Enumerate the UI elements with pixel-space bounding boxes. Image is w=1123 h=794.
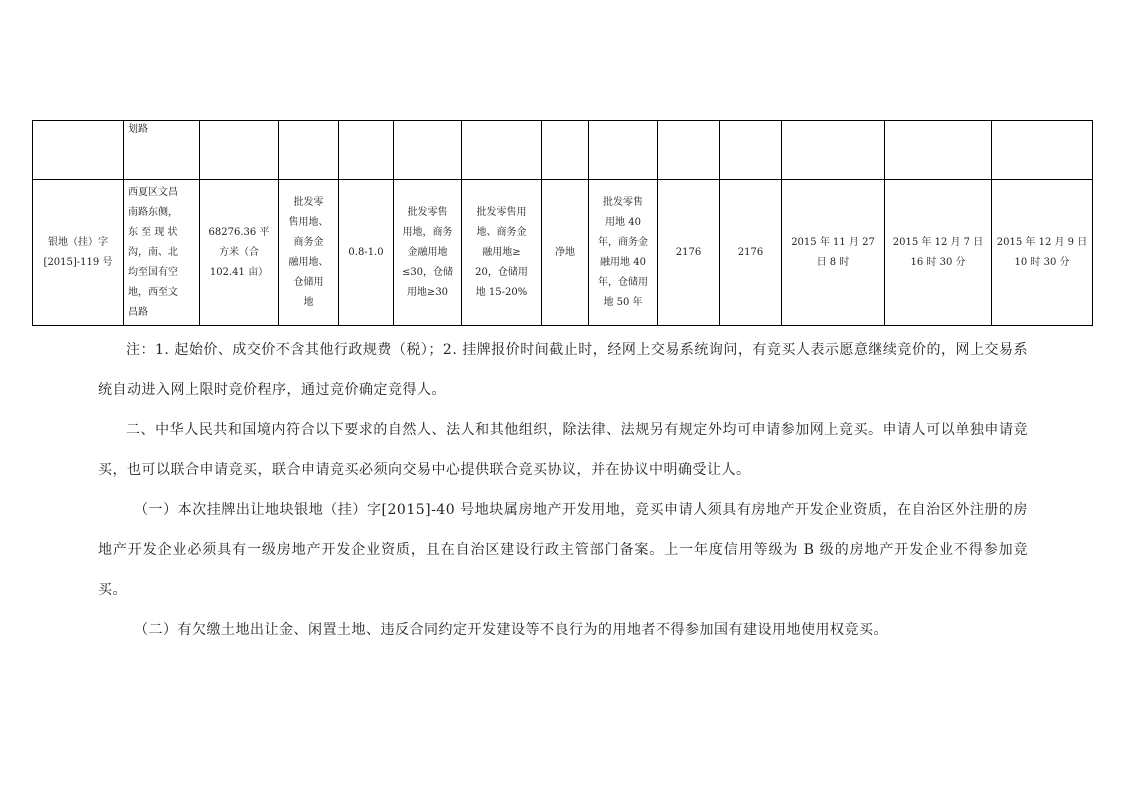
cell-empty [658,121,720,180]
cell-listing-end: 2015 年 12 月 7 日 16 时 30 分 [885,180,992,326]
cell-plot-ratio: 0.8-1.0 [339,180,394,326]
cell-green-rate: 批发零售用 地、商务金 融用地≥ 20，仓储用 地 15-20% [462,180,542,326]
cell-empty [339,121,394,180]
cell-term: 批发零售 用地 40 年，商务金 融用地 40 年，仓储用 地 50 年 [589,180,658,326]
cell-parcel-id [33,121,124,180]
land-listing-table [32,120,1093,326]
cell-empty [394,121,462,180]
cell-starting-price: 2176 [658,180,720,326]
table-row [33,180,1093,326]
cell-delivery-condition: 净地 [542,180,589,326]
cell-empty [462,121,542,180]
cell-deposit: 2176 [720,180,782,326]
cell-listing-start: 2015 年 11 月 27 日 8 时 [782,180,885,326]
table-row-continued [33,121,1093,180]
cell-empty [720,121,782,180]
cell-empty [589,121,658,180]
cell-building-density: 批发零售 用地，商务 金融用地 ≤30，仓储 用地≥30 [394,180,462,326]
cell-parcel-id: 银地（挂）字 [2015]-119 号 [33,180,124,326]
cell-empty [782,121,885,180]
notes-section [98,330,1028,650]
cell-location-tail: 划路 [124,121,200,180]
cell-location: 西夏区文昌 南路东侧， 东 至 现 状 沟，南、北 均至国有空 地，西至文 昌路 [124,180,200,326]
cell-empty [542,121,589,180]
cell-area: 68276.36 平 方米（合 102.41 亩） [200,180,279,326]
cell-empty [992,121,1093,180]
note-paragraph: （一）本次挂牌出让地块银地（挂）字[2015]-40 号地块属房地产开发用地，竞买申请人须具有房地产开发企业资质，在自治区外注册的房地产开发企业必须具有一级房地产开发企业资质，且在自治区建设行政主管部门备案。上一年度信用等级为 B 级的房地产开发企业不得参加竞买。 [98,502,1028,598]
cell-empty [279,121,339,180]
note-paragraph: （二）有欠缴土地出让金、闲置土地、违反合同约定开发建设等不良行为的用地者不得参加国有建设用地使用权竞买。 [134,622,888,638]
cell-online-start: 2015 年 12 月 9 日 10 时 30 分 [992,180,1093,326]
note-paragraph: 二、中华人民共和国境内符合以下要求的自然人、法人和其他组织，除法律、法规另有规定外均可申请参加网上竞买。申请人可以单独申请竞买，也可以联合申请竞买，联合申请竞买必须向交易中心提供联合竞买协议，并在协议中明确受让人。 [98,422,1028,478]
cell-empty [885,121,992,180]
cell-empty [200,121,279,180]
cell-land-use: 批发零 售用地、 商务金 融用地、 仓储用 地 [279,180,339,326]
note-paragraph: 注：1. 起始价、成交价不含其他行政规费（税）；2. 挂牌报价时间截止时，经网上交易系统询问，有竞买人表示愿意继续竞价的，网上交易系统自动进入网上限时竞价程序，通过竞价确定竞得人。 [98,342,1028,398]
